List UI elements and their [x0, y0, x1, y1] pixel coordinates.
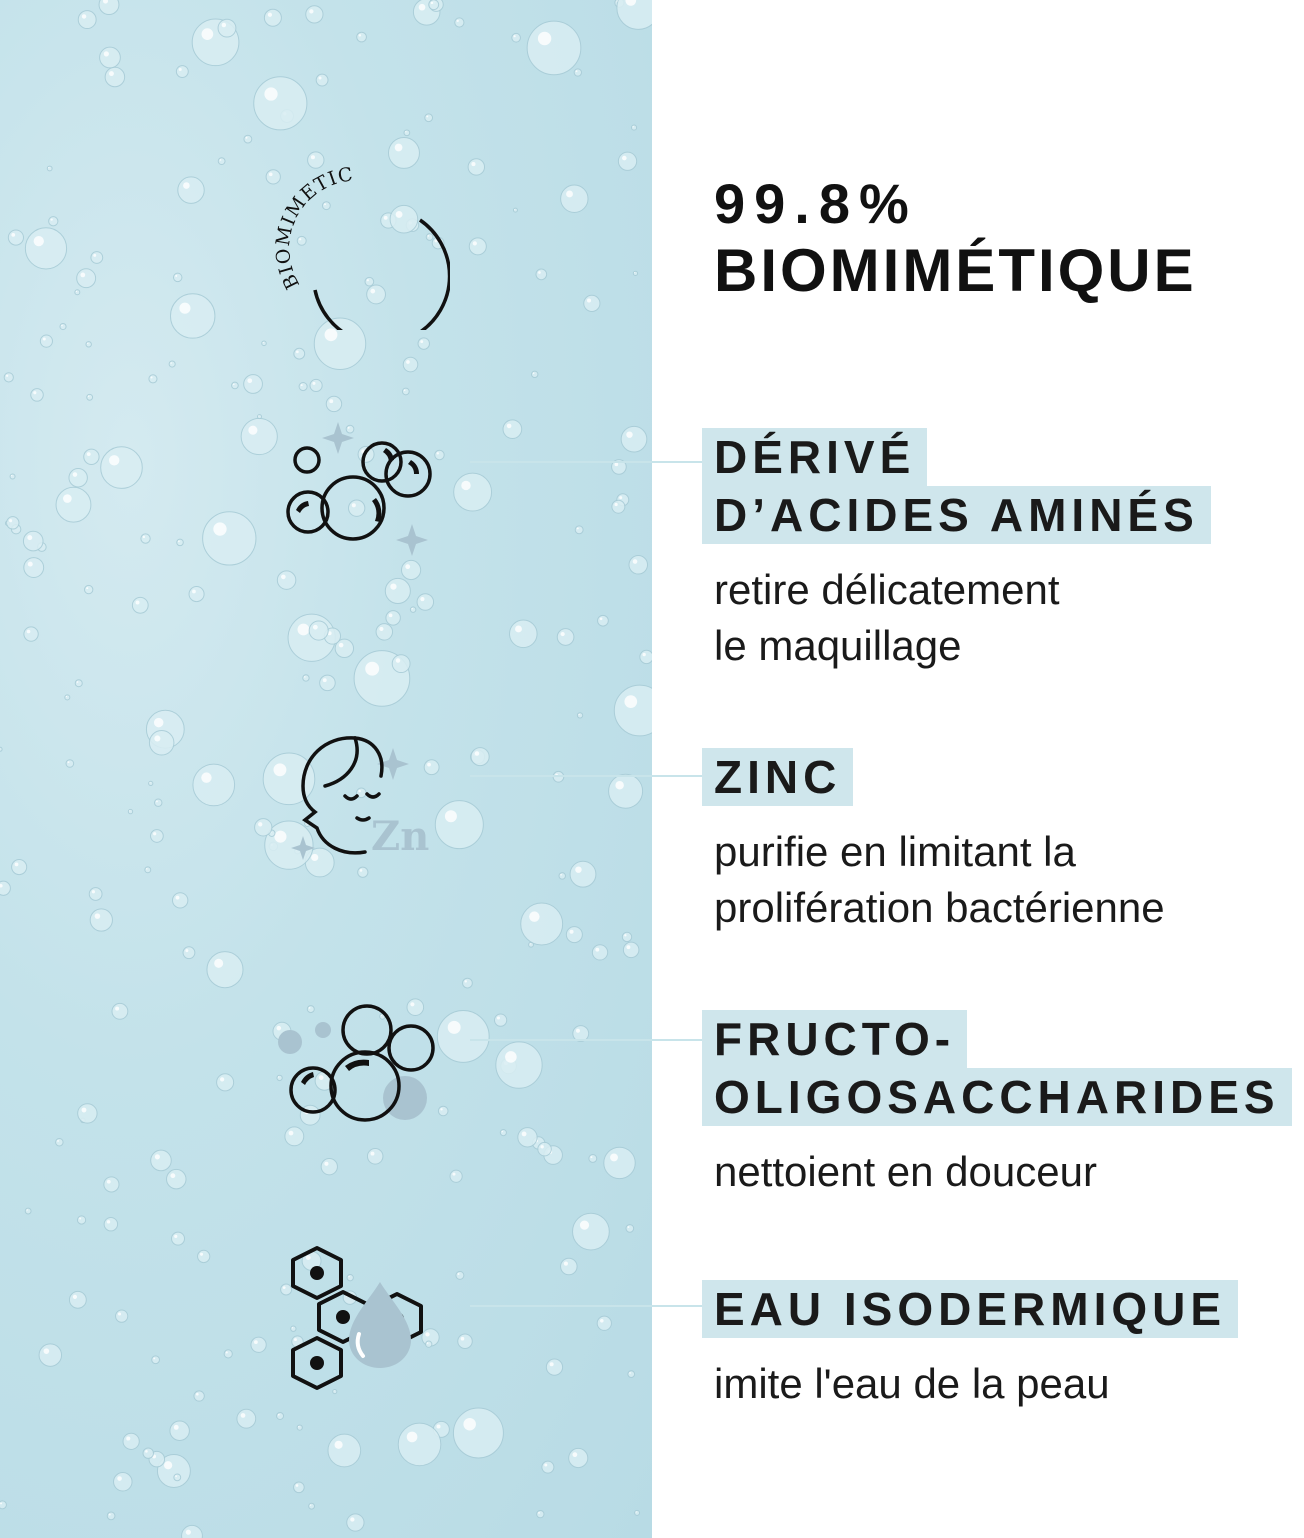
- water-drop: [546, 1359, 562, 1375]
- water-drop: [77, 269, 96, 288]
- water-drop: [622, 932, 631, 941]
- feature-description: retire délicatement le maquillage: [714, 566, 1060, 669]
- water-drop: [367, 1149, 383, 1165]
- water-drop: [87, 394, 93, 400]
- biomimetic-badge-icon: [270, 160, 450, 330]
- water-drop: [401, 560, 420, 579]
- water-drop: [316, 74, 328, 86]
- water-drop: [597, 1316, 611, 1330]
- water-drop: [584, 295, 600, 311]
- water-drop: [385, 578, 410, 603]
- water-drop: [398, 1423, 441, 1466]
- water-drop: [149, 375, 157, 383]
- water-drop: [527, 21, 581, 75]
- water-drop: [254, 77, 307, 130]
- water-drop: [376, 624, 393, 641]
- water-drop: [575, 526, 583, 534]
- water-drop: [189, 587, 204, 602]
- water-drop: [604, 1147, 635, 1178]
- water-drop: [614, 685, 652, 736]
- water-drop: [60, 323, 66, 329]
- water-drop: [294, 348, 305, 359]
- water-drop: [561, 1258, 578, 1275]
- water-drop: [537, 1510, 544, 1517]
- water-drop: [536, 269, 547, 280]
- water-drop: [469, 238, 486, 255]
- water-drop: [454, 473, 492, 511]
- feature-title: OLIGOSACCHARIDES: [702, 1068, 1292, 1126]
- water-drop: [621, 426, 647, 452]
- water-drop: [78, 1104, 97, 1123]
- water-drop: [89, 888, 102, 901]
- water-drop: [425, 114, 433, 122]
- water-drop: [598, 615, 609, 626]
- feature-amino-acids: [702, 428, 1211, 674]
- water-drop: [0, 747, 2, 751]
- water-drop: [500, 1130, 506, 1136]
- water-drop: [277, 1412, 284, 1419]
- water-drop: [631, 125, 636, 130]
- water-drop: [456, 1271, 464, 1279]
- water-drop: [10, 474, 15, 479]
- feature-zinc: [702, 748, 1165, 936]
- water-drop: [123, 1433, 139, 1449]
- water-drop: [218, 158, 225, 165]
- water-drop: [237, 1409, 256, 1428]
- water-drop: [178, 177, 204, 203]
- water-drop: [31, 389, 44, 402]
- water-drop: [176, 66, 188, 78]
- water-drop: [132, 597, 148, 613]
- water-drop: [217, 1074, 234, 1091]
- water-drop: [503, 420, 522, 439]
- water-drop: [418, 338, 429, 349]
- water-drop: [194, 1391, 204, 1401]
- water-drop: [592, 945, 607, 960]
- water-drop: [303, 675, 309, 681]
- water-drop: [255, 819, 272, 836]
- water-drop: [75, 680, 82, 687]
- water-drop: [589, 1155, 597, 1163]
- water-drop: [75, 290, 80, 295]
- water-drop: [494, 1014, 506, 1026]
- water-drop: [183, 947, 195, 959]
- water-drop: [403, 357, 418, 372]
- water-drop: [4, 373, 13, 382]
- water-drop: [358, 867, 368, 877]
- feature-description: purifie en limitant la prolifération bactérienne: [714, 828, 1165, 931]
- water-drop: [151, 830, 164, 843]
- zinc-symbol: Zn: [371, 813, 430, 860]
- feature-title: EAU ISODERMIQUE: [702, 1280, 1238, 1338]
- water-drop: [114, 1473, 133, 1492]
- water-drop: [640, 650, 652, 663]
- water-drop: [66, 760, 74, 768]
- water-drop: [437, 1011, 489, 1063]
- water-drop: [128, 809, 132, 813]
- water-drop: [112, 1003, 128, 1019]
- connector-line: [470, 1039, 702, 1041]
- water-drop: [241, 418, 277, 454]
- water-drop: [99, 0, 119, 15]
- water-drop: [149, 731, 173, 755]
- headline: [714, 172, 1197, 306]
- water-drop: [173, 273, 181, 281]
- water-drop: [47, 166, 52, 171]
- water-drop: [629, 556, 648, 575]
- water-drop: [455, 18, 464, 27]
- foam-bubbles-icon: [275, 1000, 445, 1130]
- water-drop: [143, 1448, 153, 1458]
- water-drop: [107, 1512, 115, 1520]
- water-drop: [453, 1408, 503, 1458]
- water-drop: [86, 342, 91, 347]
- water-drop: [577, 713, 582, 718]
- water-drop: [570, 861, 596, 887]
- water-drop: [170, 294, 214, 338]
- water-drop: [262, 341, 267, 346]
- water-drop: [40, 335, 52, 347]
- water-drop: [402, 388, 409, 395]
- water-drop: [100, 47, 121, 68]
- water-drop: [538, 1142, 552, 1156]
- water-drop: [559, 873, 565, 879]
- water-drop: [417, 594, 434, 611]
- headline-percentage: 99.8%: [714, 172, 918, 235]
- water-drop: [25, 228, 66, 269]
- water-drop: [218, 19, 236, 37]
- water-drop: [177, 539, 184, 546]
- water-drop: [105, 67, 125, 87]
- water-drop: [392, 655, 410, 673]
- water-drop: [224, 1350, 232, 1358]
- water-drop: [328, 1434, 361, 1467]
- water-drop: [623, 942, 638, 957]
- water-drop: [116, 1310, 128, 1322]
- water-drop: [56, 487, 91, 522]
- water-drop: [257, 415, 261, 419]
- water-drop: [612, 500, 625, 513]
- connector-line: [470, 1305, 702, 1307]
- water-drop: [617, 0, 652, 29]
- water-drop: [626, 1225, 634, 1233]
- water-drop: [8, 230, 23, 245]
- feature-title: DÉRIVÉ: [702, 428, 927, 486]
- water-drop: [90, 909, 112, 931]
- water-drop: [169, 361, 175, 367]
- water-drop: [104, 1177, 119, 1192]
- water-drop: [173, 893, 188, 908]
- feature-description: nettoient en douceur: [714, 1148, 1097, 1195]
- water-drop: [56, 1138, 63, 1145]
- water-drop: [618, 152, 636, 170]
- feature-title: ZINC: [702, 748, 853, 806]
- water-drop: [294, 1482, 305, 1493]
- face-zinc-icon: [285, 728, 455, 868]
- water-drop: [309, 621, 328, 640]
- water-drop: [306, 6, 323, 23]
- water-drop: [496, 1042, 542, 1088]
- water-drop: [566, 927, 582, 943]
- bubbles-sparkle-icon: [280, 420, 450, 560]
- water-drop: [151, 1150, 172, 1171]
- water-drop: [172, 1232, 185, 1245]
- water-drop: [320, 675, 336, 691]
- feature-title: FRUCTO-: [702, 1010, 967, 1068]
- water-drop: [84, 449, 99, 464]
- water-drop: [510, 620, 538, 648]
- water-drop: [198, 1250, 210, 1262]
- water-drop: [152, 1356, 160, 1364]
- water-drop: [155, 799, 162, 806]
- water-drop: [458, 1334, 473, 1349]
- water-drop: [0, 1501, 6, 1509]
- water-drop: [232, 382, 239, 389]
- water-drop: [633, 271, 637, 275]
- water-drop: [410, 607, 416, 613]
- water-drop: [573, 1213, 610, 1250]
- water-drop: [69, 469, 87, 487]
- water-drop: [561, 185, 588, 212]
- water-drop: [23, 531, 43, 551]
- water-drop: [0, 881, 10, 895]
- water-drop: [149, 781, 153, 785]
- water-drop: [310, 379, 322, 391]
- water-drop: [450, 1170, 462, 1182]
- water-drop: [277, 571, 295, 589]
- water-drop: [170, 1421, 189, 1440]
- water-drop: [101, 447, 143, 489]
- water-drop: [609, 774, 643, 808]
- water-drop: [182, 1525, 203, 1538]
- water-drop: [203, 512, 256, 565]
- feature-fructo-oligosaccharides: [702, 1010, 1292, 1200]
- water-drop: [7, 517, 19, 529]
- water-drop: [65, 695, 70, 700]
- headline-title: BIOMIMÉTIQUE: [714, 237, 1197, 304]
- water-drop: [297, 1425, 302, 1430]
- water-drop: [326, 396, 341, 411]
- water-drop: [321, 1158, 337, 1174]
- water-drop: [39, 1344, 61, 1366]
- water-drop: [357, 32, 367, 42]
- water-drop: [386, 611, 400, 625]
- water-drop: [244, 135, 252, 143]
- water-drop: [557, 629, 574, 646]
- water-drop: [78, 11, 96, 29]
- water-drop: [25, 1208, 31, 1214]
- feature-title: D’ACIDES AMINÉS: [702, 486, 1211, 544]
- water-drop: [141, 534, 150, 543]
- water-drop: [574, 69, 581, 76]
- water-drop: [85, 585, 93, 593]
- feature-description: imite l'eau de la peau: [714, 1360, 1110, 1407]
- water-drop: [569, 1448, 588, 1467]
- water-drop: [628, 1371, 635, 1378]
- water-drop: [244, 375, 263, 394]
- water-drop: [542, 1461, 554, 1473]
- water-drop: [49, 217, 58, 226]
- water-drop: [69, 1291, 86, 1308]
- water-drop: [512, 33, 521, 42]
- water-drop: [174, 1474, 181, 1481]
- water-drop: [429, 0, 439, 10]
- water-drop: [264, 9, 281, 26]
- water-drop: [12, 860, 27, 875]
- water-drop: [521, 903, 563, 945]
- water-drop: [299, 382, 307, 390]
- water-drop: [532, 371, 538, 377]
- connector-line: [470, 775, 702, 777]
- water-drop: [635, 1510, 640, 1515]
- water-drop: [513, 208, 517, 212]
- water-drop: [77, 1216, 85, 1224]
- water-drop: [404, 130, 410, 136]
- water-drop: [193, 764, 235, 806]
- water-drop: [167, 1169, 186, 1188]
- water-drop: [207, 952, 243, 988]
- water-drop: [518, 1128, 537, 1147]
- water-drop: [251, 1337, 266, 1352]
- water-drop: [347, 1514, 364, 1531]
- water-drop: [91, 252, 103, 264]
- water-drop: [309, 1503, 315, 1509]
- water-drop: [104, 1217, 117, 1230]
- water-drop: [24, 558, 44, 578]
- water-drop: [463, 978, 473, 988]
- water-drop: [145, 867, 151, 873]
- water-drop: [468, 159, 484, 175]
- feature-isodermic-water: [702, 1280, 1238, 1412]
- molecule-drop-icon: [285, 1242, 435, 1402]
- connector-line: [470, 461, 702, 463]
- water-drop: [471, 748, 489, 766]
- water-drop: [24, 627, 38, 641]
- svg-text:BIOMIMETIC: BIOMIMETIC: [271, 163, 356, 293]
